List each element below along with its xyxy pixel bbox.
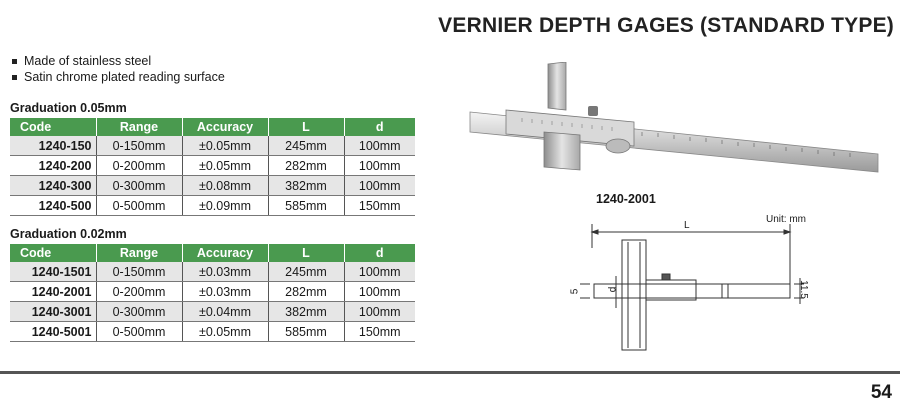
spec-table-1 [10,118,415,216]
range-cell: 0-200mm [96,156,182,176]
bullet-icon [12,75,17,80]
code-cell: 1240-300 [10,176,96,196]
accuracy-cell: ±0.05mm [182,136,268,156]
accuracy-cell: ±0.09mm [182,196,268,216]
range-cell: 0-300mm [96,302,182,322]
code-cell: 1240-150 [10,136,96,156]
feature-text: Made of stainless steel [24,54,152,68]
accuracy-cell: ±0.04mm [182,302,268,322]
base-shape [544,132,580,170]
table-row [10,136,415,156]
dimension-11-5-label: 11.5 [797,280,809,299]
table-row [10,302,415,322]
bullet-icon [12,59,17,64]
table-row [10,262,415,282]
accuracy-cell: ±0.03mm [182,262,268,282]
l-cell: 282mm [268,156,344,176]
range-cell: 0-500mm [96,322,182,342]
accuracy-cell: ±0.05mm [182,156,268,176]
header-range: Range [96,244,182,262]
l-cell: 382mm [268,176,344,196]
range-cell: 0-150mm [96,262,182,282]
photo-caption: 1240-2001 [596,192,656,206]
d-cell: 150mm [344,322,415,342]
code-cell: 1240-2001 [10,282,96,302]
product-photo [462,62,890,194]
feature-text: Satin chrome plated reading surface [24,70,225,84]
d-cell: 100mm [344,136,415,156]
l-cell: 585mm [268,322,344,342]
unit-label: Unit: mm [766,214,806,225]
page-number: 54 [870,382,892,403]
header-l: L [268,118,344,136]
l-cell: 585mm [268,196,344,216]
header-l: L [268,244,344,262]
feature-item [10,69,225,85]
header-code: Code [10,118,96,136]
header-d: d [344,118,415,136]
range-cell: 0-300mm [96,176,182,196]
header-accuracy: Accuracy [182,244,268,262]
table-row [10,176,415,196]
table-row [10,196,415,216]
accuracy-cell: ±0.05mm [182,322,268,342]
feature-item [10,53,225,69]
graduation-label-2: Graduation 0.02mm [10,227,127,241]
header-accuracy: Accuracy [182,118,268,136]
header-d: d [344,244,415,262]
code-cell: 1240-1501 [10,262,96,282]
head-shape [548,62,566,110]
table-row [10,322,415,342]
dimension-d-label: d [607,286,619,293]
lock-screw-icon [588,106,598,116]
table-row [10,156,415,176]
base-round-shape [606,139,630,153]
range-cell: 0-200mm [96,282,182,302]
d-cell: 100mm [344,282,415,302]
d-cell: 100mm [344,156,415,176]
page-title: VERNIER DEPTH GAGES (STANDARD TYPE) [438,14,894,37]
range-cell: 0-150mm [96,136,182,156]
d-cell: 100mm [344,176,415,196]
code-cell: 1240-3001 [10,302,96,322]
l-cell: 245mm [268,136,344,156]
spec-table-2 [10,244,415,342]
table-row [10,282,415,302]
feature-list [10,53,225,85]
l-cell: 282mm [268,282,344,302]
d-cell: 100mm [344,302,415,322]
footer-rule [0,371,900,374]
header-code: Code [10,244,96,262]
d-cell: 100mm [344,262,415,282]
header-range: Range [96,118,182,136]
code-cell: 1240-500 [10,196,96,216]
technical-drawing [569,220,812,352]
dimension-l-label: L [684,220,690,231]
accuracy-cell: ±0.03mm [182,282,268,302]
code-cell: 1240-200 [10,156,96,176]
range-cell: 0-500mm [96,196,182,216]
graduation-label-1: Graduation 0.05mm [10,101,127,115]
l-cell: 245mm [268,262,344,282]
d-cell: 150mm [344,196,415,216]
accuracy-cell: ±0.08mm [182,176,268,196]
dimension-5-label: 5 [569,288,581,295]
l-cell: 382mm [268,302,344,322]
code-cell: 1240-5001 [10,322,96,342]
